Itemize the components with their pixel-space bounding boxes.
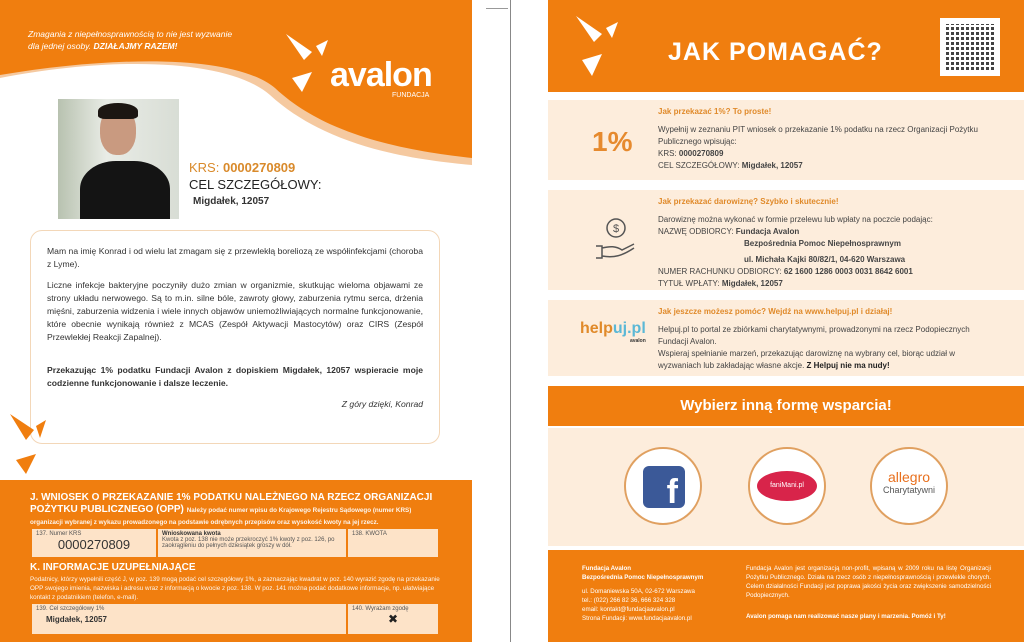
section-text: Helpuj.pl to portal ze zbiórkami charytatywnymi, prowadzonymi na rzecz Podopiecznych Fundacji Avalon. bbox=[658, 325, 970, 346]
allegro-logo: allegro bbox=[887, 469, 931, 485]
footer: Fundacja Avalon Bezpośrednia Pomoc Niepełnosprawnym ul. Domaniewska 50A, 02-672 Warszawa tel.: (022) 266 82 36, 666 324 328 email: kontakt@fundacjaavalon.pl Strona Fundacji: www.fundacjaavalon.pl Fundacja Avalon jest organizacją non-profit, wpisaną w 2009 roku na listę Organizacji Pożytku Publicznego. Działa na rzecz osób z niepełnosprawnością i przewlekle chorych. Celem działalności Fundacji jest poprawa jakości życia oraz zwiększenie samodzielności Podopiecznych. Avalon pomaga nam realizować nasze plany i marzenia. Pomóż i Ty! bbox=[548, 550, 1024, 642]
field-137: 137. Numer KRS 0000270809 bbox=[32, 529, 156, 557]
facebook-icon: f bbox=[643, 466, 685, 508]
field-140-consent-checkbox[interactable]: 140. Wyrażam zgodę ✖ bbox=[348, 604, 438, 634]
section-text: Wypełnij w zeznaniu PIT wniosek o przekazanie 1% podatku na rzecz Organizacji Pożytku Publicznego wpisując: bbox=[658, 125, 978, 146]
personal-letter bbox=[30, 230, 440, 444]
requested-amount-info: Wnioskowana kwota Kwota z poz. 138 nie może przekroczyć 1% kwoty z poz. 126, po zaokrągleniu do pełnych dziesiątek groszy w dół. bbox=[158, 529, 346, 557]
other-support-banner: Wybierz inną formę wsparcia! bbox=[548, 386, 1024, 426]
page-title: JAK POMAGAĆ? bbox=[668, 38, 883, 66]
footer-about: Fundacja Avalon jest organizacją non-profit, wpisaną w 2009 roku na listę Organizacji Pożytku Publicznego. Działa na rzecz osób z niepełnosprawnością i przewlekle chorych. Celem działalności Fundacji jest poprawa jakości życia oraz zwiększenie samodzielności Podopiecznych. bbox=[746, 565, 991, 599]
qr-code[interactable] bbox=[940, 18, 1000, 76]
footer-email[interactable]: email: kontakt@fundacjaavalon.pl bbox=[582, 606, 675, 613]
letter-appeal: Przekazując 1% podatku Fundacji Avalon z dopiskiem Migdałek, 12057 wspieracie moje codzienne funkcjonowanie i dalsze leczenie. bbox=[47, 365, 423, 388]
birds-logo-icon bbox=[572, 14, 622, 80]
transfer-title: TYTUŁ WPŁATY: Migdałek, 12057 bbox=[658, 279, 783, 288]
flyer-front-page bbox=[0, 0, 472, 642]
logo-subtitle: FUNDACJA bbox=[392, 92, 430, 99]
facebook-button[interactable] bbox=[624, 447, 702, 525]
fanimani-logo: faniMani.pl bbox=[757, 471, 817, 501]
pit-form-section bbox=[0, 480, 472, 642]
letter-signature: Z góry dzięki, Konrad bbox=[341, 399, 423, 409]
page-divider bbox=[510, 0, 511, 642]
letter-paragraph: Mam na imię Konrad i od wielu lat zmagam się z przewlekłą boreliozą ze współinfekcjami (choroba z Lyme). bbox=[47, 246, 423, 269]
avalon-logo: avalon bbox=[330, 56, 432, 94]
section-heading: Jak przekazać 1%? To proste! bbox=[658, 107, 772, 116]
field-138[interactable]: 138. KWOTA bbox=[348, 529, 438, 557]
tagline: Zmagania z niepełnosprawnością to nie jest wyzwanie dla jednej osoby. DZIAŁAJMY RAZEM! bbox=[28, 29, 233, 51]
profile-photo bbox=[58, 99, 179, 219]
section-heading: Jak przekazać darowiznę? Szybko i skutecznie! bbox=[658, 197, 839, 206]
cel-line: CEL SZCZEGÓŁOWY: Migdałek, 12057 bbox=[658, 161, 803, 170]
krs-number: KRS: 0000270809 bbox=[189, 160, 296, 175]
hand-coin-icon bbox=[592, 216, 636, 260]
one-percent-icon: 1% bbox=[592, 126, 633, 157]
cel-label: CEL SZCZEGÓŁOWY: bbox=[189, 177, 322, 192]
footer-address: ul. Domaniewska 50A, 02-672 Warszawa bbox=[582, 588, 695, 595]
recipient-name-2: Bezpośrednia Pomoc Niepełnosprawnym bbox=[744, 239, 901, 248]
cel-value: Migdałek, 12057 bbox=[193, 196, 270, 207]
section-heading: Jak jeszcze możesz pomóc? Wejdź na www.helpuj.pl i działaj! bbox=[658, 307, 893, 316]
field-139: 139. Cel szczegółowy 1% Migdałek, 12057 bbox=[32, 604, 346, 634]
svg-text:$: $ bbox=[612, 223, 620, 235]
letter-paragraph: Liczne infekcje bakteryjne poczyniły dużo zmian w organizmie, skutkując wieloma objawami ze strony układu nerwowego. Są to m.in. silne bóle, zawroty głowy, zaburzenia rytmu serca, drżenia mięśni, zaburzenia widzenia i wiele innych objawów uniemożliwiających normalne funkcjonowanie, które obecnie wynikają również z MCAS (Zespół Aktywacji Mastocytów) oraz CIRS (Zespół Przewlekłej Reakcji Zapalnej). bbox=[47, 280, 423, 342]
section-j-desc: Należy podać numer wpisu do Krajowego Rejestru Sądowego (numer KRS) organizacji wybranej z wykazu prowadzonego na podstawie odrębnych przepisów oraz wysokość kwoty na jej rzecz. bbox=[30, 507, 412, 526]
footer-phone: tel.: (022) 266 82 36, 666 324 328 bbox=[582, 597, 676, 604]
footer-slogan: Avalon pomaga nam realizować nasze plany i marzenia. Pomóż i Ty! bbox=[746, 613, 946, 620]
flyer-back-page bbox=[548, 0, 1024, 642]
birds-logo-icon bbox=[282, 32, 332, 94]
section-k-desc: Podatnicy, którzy wypełnili część J, w poz. 139 mogą podać cel szczegółowy 1%, a zaznaczając kwadrat w poz. 140 wyrazić zgodę na przekazanie OPP swojego imienia, nazwiska i adresu wraz z informacją o kwocie z poz. 138. W poz. 141 można podać dodatkowe informacje, np. ułatwiające kontakt z podatnikiem (telefon, e-mail). bbox=[30, 576, 440, 601]
recipient-address: ul. Michała Kajki 80/82/1, 04-620 Warszawa bbox=[744, 255, 906, 264]
section-j-title: J. WNIOSEK O PRZEKAZANIE 1% PODATKU NALEŻNEGO NA RZECZ ORGANIZACJI POŻYTKU PUBLICZNEGO (OPP) bbox=[30, 492, 433, 515]
account-number: NUMER RACHUNKU ODBIORCY: 62 1600 1286 0003 0031 8642 6001 bbox=[658, 267, 913, 276]
recipient-name: NAZWĘ ODBIORCY: Fundacja Avalon bbox=[658, 227, 800, 236]
allegro-charity-button[interactable]: allegro Charytatywni bbox=[870, 447, 948, 525]
section-k-title: K. INFORMACJE UZUPEŁNIAJĄCE bbox=[30, 562, 196, 573]
krs-line: KRS: 0000270809 bbox=[658, 149, 724, 158]
footer-website[interactable]: Strona Fundacji: www.fundacjaavalon.pl bbox=[582, 615, 692, 622]
section-text-2: Wspieraj spełnianie marzeń, przekazując darowiznę na wybrany cel, biorąc udział w wyzwaniach lub zakładając własne akcje. Z Helpuj nie ma nudy! bbox=[658, 349, 956, 370]
helpuj-logo[interactable]: helpuj.pl avalon bbox=[580, 320, 646, 344]
section-text: Darowiznę można wykonać w formie przelewu lub wpłaty na poczcie podając: bbox=[658, 215, 933, 224]
divider-mark bbox=[486, 8, 508, 9]
fanimani-button[interactable] bbox=[748, 447, 826, 525]
birds-decoration-icon bbox=[8, 410, 48, 476]
